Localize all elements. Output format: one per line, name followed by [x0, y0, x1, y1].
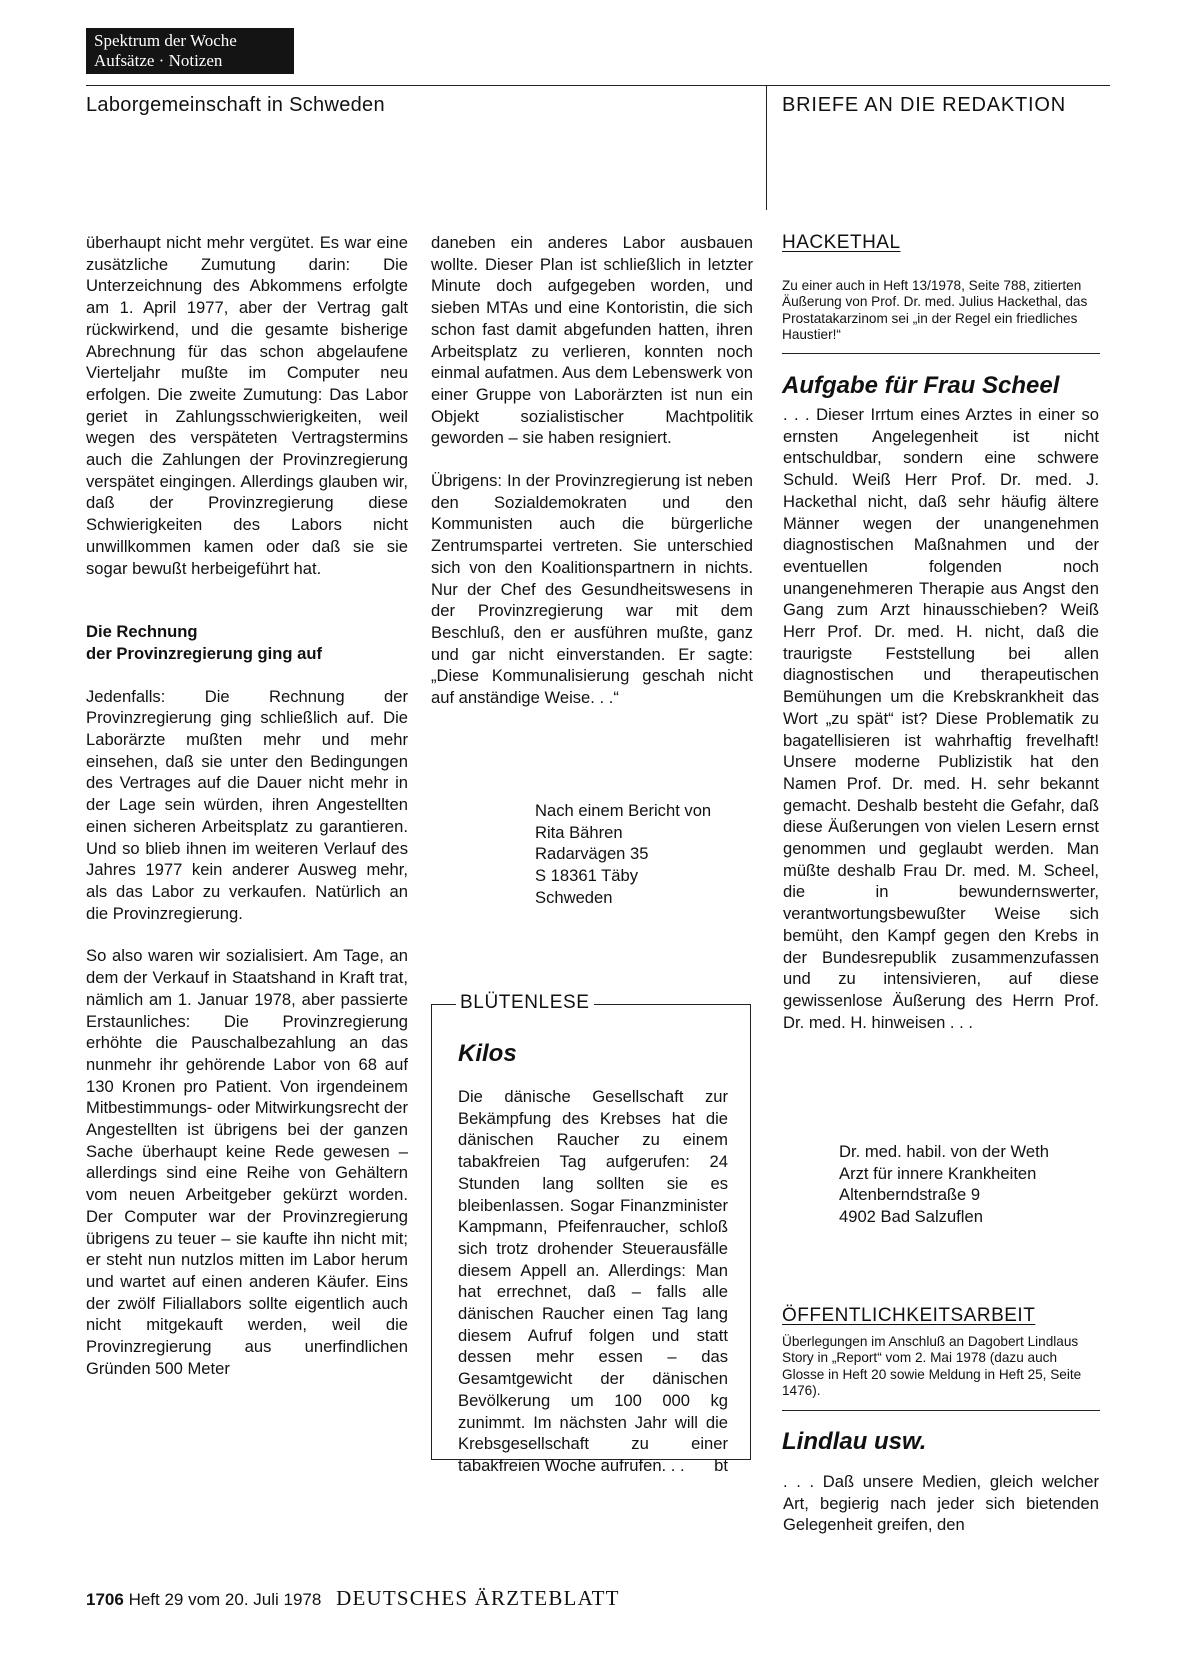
- article-paragraph: daneben ein anderes Labor ausbauen wollte. Dieser Plan ist schließlich in letzter Minute doch aufgegeben worden, und sieben MTAs und eine Kontoristin, die sich schon fast damit abgefunden hatten, ihren Arbeitsplatz zu verlieren, konnten noch einmal aufatmen. Aus dem Lebenswerk von einer Gruppe von Laborärzten ist nun ein Objekt sozialistischer Machtpolitik geworden – sie haben resigniert.: [431, 233, 753, 448]
- letter-intro: Überlegungen im Anschluß an Dagobert Lindlaus Story in „Report“ vom 2. Mai 1978 (dazu auch Glosse in Heft 20 sowie Meldung in Heft 25, Seite 1476).: [782, 1334, 1082, 1399]
- intro-rule: [782, 353, 1100, 354]
- section-subtitle: Aufsätze · Notizen: [94, 51, 223, 70]
- page-number: 1706: [86, 1590, 124, 1609]
- intro-rule: [782, 1410, 1100, 1411]
- article-column-2: [431, 232, 753, 730]
- letter-signature: Dr. med. habil. von der Weth Arzt für innere Krankheiten Altenberndstraße 9 4902 Bad Salzuflen: [839, 1142, 1049, 1227]
- article-subheading: Die Rechnung der Provinzregierung ging auf: [86, 622, 323, 663]
- box-title: Kilos: [458, 1040, 517, 1067]
- letter-body: [783, 404, 1099, 1054]
- section-badge: [86, 28, 294, 74]
- letter-headline: Lindlau usw.: [782, 1428, 927, 1455]
- box-label: BLÜTENLESE: [456, 992, 594, 1014]
- article-paragraph: überhaupt nicht mehr vergütet. Es war eine zusätzliche Zumutung darin: Die Unterzeichnung des Abkommens erfolgte am 1. April 1977, aber der Vertrag galt rückwirkend, und die gesamte bisherige Abrechnung für das schon abgelaufene Vierteljahr mußte im Computer neu erfolgen. Die zweite Zumutung: Das Labor geriet in Zahlungsschwierigkeiten, weil wegen des verspäteten Vertragstermins auch die Zahlungen der Provinzregierung verspätet eingingen. Allerdings glauben wir, daß der Provinzregierung diese Schwierigkeiten des Labors nicht unwillkommen kamen oder daß sie sie sogar bewußt herbeigeführt hat.: [86, 233, 408, 578]
- journal-name: DEUTSCHES ÄRZTEBLATT: [336, 1586, 620, 1610]
- box-text: [458, 1086, 728, 1477]
- article-paragraph: So also waren wir sozialisiert. Am Tage, an dem der Verkauf in Staatshand in Kraft trat, nämlich am 1. Januar 1978, aber passierte Erstaunliches: Die Provinzregierung erhöhte die Pauschalbezahlung an das nunmehr ihr gehörende Labor von 68 auf 130 Kronen pro Patient. Von irgendeinem Mitbestimmungs- oder Mitwirkungsrecht der Angestellten ist übrigens bei der ganzen Sache überhaupt keine Rede gewesen – allerdings sind eine Reihe von Gehältern vom neuen Arbeitgeber gekürzt worden. Der Computer war der Provinzregierung übrigens zu teuer – sie kaufte ihn nicht mit; er steht nun nutzlos mitten im Labor herum und wartet auf einen anderen Käufer. Eins der zwölf Filiallabors sollte eigentlich auch nicht mitgekauft werden, weil die Provinzregierung aus unerfindlichen Gründen 500 Meter: [86, 946, 408, 1378]
- column-divider: [766, 85, 767, 210]
- article-heading: Laborgemeinschaft in Schweden: [86, 94, 385, 116]
- letter-headline: Aufgabe für Frau Scheel: [782, 372, 1060, 399]
- box-body: Die dänische Gesellschaft zur Bekämpfung des Krebses hat die dänischen Raucher zu einem tabakfreien Tag aufgerufen: 24 Stunden lang sollten sie es bleibenlassen. Sogar Finanzminister Kampmann, Pfeifenraucher, schloß sich trotz drohender Steuerausfälle diesem Appell an. Allerdings: Man hat errechnet, daß – falls alle dänischen Raucher einen Tag lang diesem Aufruf folgen und statt dessen mehr essen – das Gesamtgewicht der dänischen Bevölkerung um 100 000 kg zunimmt. Im nächsten Jahr will die Krebsgesellschaft zu einer tabakfreien Woche aufrufen. . .: [458, 1087, 728, 1475]
- letter-body: [783, 1471, 1099, 1557]
- letter-paragraph: . . . Daß unsere Medien, gleich welcher Art, begierig nach jeder sich bietenden Gelegenheit greifen, den: [783, 1472, 1099, 1535]
- letters-heading: BRIEFE AN DIE REDAKTION: [782, 94, 1067, 116]
- page-footer: [86, 1586, 620, 1611]
- article-signature: Nach einem Bericht von Rita Bähren Radarvägen 35 S 18361 Täby Schweden: [535, 801, 712, 907]
- article-column-1: [86, 232, 408, 1400]
- article-paragraph: Jedenfalls: Die Rechnung der Provinzregierung ging schließlich auf. Die Laborärzte mußten mehr und mehr einsehen, daß sie unter den Bedingungen des Vertrages auf die Dauer nicht mehr in der Lage sein würden, ihren Angestellten einen sicheren Arbeitsplatz zu garantieren. Und so blieb ihnen im weiteren Verlauf des Jahres 1977 kein anderer Ausweg mehr, als das Labor zu verkaufen. Natürlich an die Provinzregierung.: [86, 686, 408, 923]
- section-title: Spektrum der Woche: [94, 31, 237, 50]
- letter-intro: Zu einer auch in Heft 13/1978, Seite 788, zitierten Äußerung von Prof. Dr. med. Julius Hackethal, das Prostatakarzinom sei „in der Regel ein friedliches Haustier!“: [782, 278, 1088, 343]
- header-rule: [86, 85, 1110, 86]
- box-signature: bt: [714, 1455, 728, 1475]
- article-paragraph: Übrigens: In der Provinzregierung ist neben den Sozialdemokraten und den Kommunisten auch die bürgerliche Zentrumspartei vertreten. Sie unterschied sich von den Koalitionspartnern in nichts. Nur der Chef des Gesundheitswesens in der Provinzregierung war mit dem Beschluß, den er ausführen mußte, ganz und gar nicht einverstanden. Er sagte: „Diese Kommunalisierung geschah nicht auf anständige Weise. . .“: [431, 471, 753, 708]
- rubric-hackethal: HACKETHAL: [782, 232, 901, 253]
- rubric-oeffentlichkeitsarbeit: ÖFFENTLICHKEITSARBEIT: [782, 1305, 1036, 1326]
- letter-paragraph: . . . Dieser Irrtum eines Arztes in einer so ernsten Angelegenheit ist nicht entschuldbar, sondern eine schwere Schuld. Weiß Herr Prof. Dr. med. J. Hackethal nicht, daß sehr häufig ältere Männer wegen der unangenehmen diagnostischen Maßnahmen und der eventuellen folgenden noch unangenehmeren Therapie aus Angst den Gang zum Arzt hinausschieben? Weiß Herr Prof. Dr. med. H. nicht, daß die traurigste Feststellung bei allen diagnostischen und therapeutischen Bemühungen um die Krebskrankheit das Wort „zu spät“ ist? Diese Problematik zu bagatellisieren ist wahrhaftig frevelhaft! Unsere moderne Publizistik hat den Namen Prof. Dr. med. H. sehr bekannt gemacht. Deshalb besteht die Gefahr, daß diese Äußerungen von vielen Lesern ernst genommen und geglaubt werden. Man müßte deshalb Frau Dr. med. M. Scheel, die in bewundernswerter, verantwortungsbewußter Weise sich bemüht, den Kampf gegen den Krebs in der Bundesrepublik zusammenzufassen und zu intensivieren, auf diese gewissenlose Äußerung des Herrn Prof. Dr. med. H. hinweisen . . .: [783, 405, 1099, 1032]
- issue-info: Heft 29 vom 20. Juli 1978: [128, 1590, 322, 1609]
